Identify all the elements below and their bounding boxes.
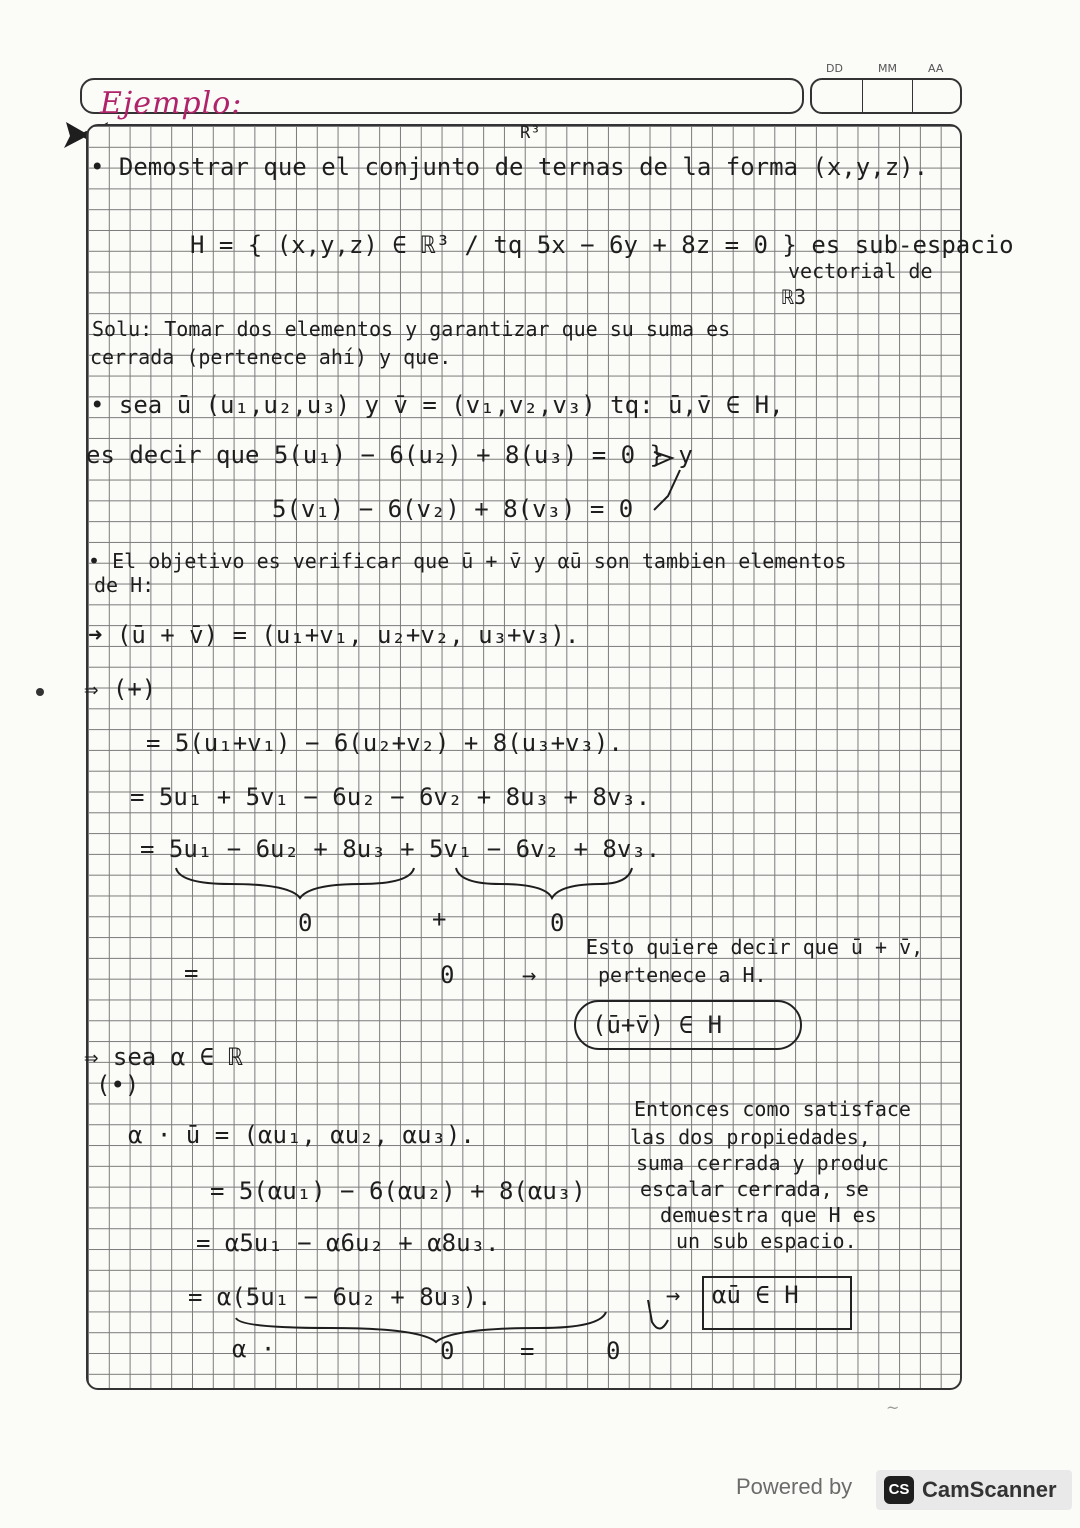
note-line: H = { (x,y,z) ∈ ℝ³ / tq 5x − 6y + 8z = 0 } es sub-espacio <box>190 231 1014 259</box>
note-line: Esto quiere decir que ū + v̄, <box>586 935 924 959</box>
note-line: Solu: Tomar dos elementos y garantizar que su suma es <box>92 317 731 341</box>
note-line: = α5u₁ − α6u₂ + α8u₃. <box>196 1229 500 1257</box>
note-line: Entonces como satisface <box>634 1097 911 1121</box>
signature: ~ <box>886 1398 900 1417</box>
note-line: ⇒ sea α ∈ ℝ <box>84 1043 243 1071</box>
camscanner-brand: CamScanner <box>922 1477 1057 1502</box>
note-line: • Demostrar que el conjunto de ternas de la forma (x,y,z). <box>90 153 929 181</box>
note-line: = 5u₁ − 6u₂ + 8u₃ + 5v₁ − 6v₂ + 8v₃. <box>140 835 661 863</box>
note-line: 0 <box>298 909 313 937</box>
note-line: ➜ (ū + v̄) = (u₁+v₁, u₂+v₂, u₃+v₃). <box>88 621 580 649</box>
note-line: (•) <box>96 1071 140 1099</box>
answer-box <box>702 1276 852 1330</box>
note-line: demuestra que H es <box>660 1203 877 1227</box>
date-divider <box>912 80 913 112</box>
note-line: = 5u₁ + 5v₁ − 6u₂ − 6v₂ + 8u₃ + 8v₃. <box>130 783 651 811</box>
note-line: 0 <box>550 909 565 937</box>
date-label-mm: MM <box>878 62 897 75</box>
cloud-highlight <box>574 1000 802 1050</box>
note-line: → <box>666 1281 681 1309</box>
note-line: cerrada (pertenece ahí) y que. <box>90 345 452 369</box>
note-line: pertenece a H. <box>598 963 767 987</box>
note-line: de H: <box>94 573 155 597</box>
page-title: Ejemplo: <box>100 86 243 121</box>
note-line: • El objetivo es verificar que ū + v̄ y αū son tambien elementos <box>88 549 847 573</box>
note-line: 5(v₁) − 6(v₂) + 8(v₃) = 0 <box>272 495 634 523</box>
note-line: α · <box>232 1335 276 1363</box>
date-label-aa: AA <box>928 62 944 75</box>
note-line: = 5(αu₁) − 6(αu₂) + 8(αu₃) <box>210 1177 586 1205</box>
note-line: es decir que 5(u₁) − 6(u₂) + 8(u₃) = 0 } y <box>86 441 693 469</box>
note-line: escalar cerrada, se <box>640 1177 869 1201</box>
note-line: + <box>432 905 447 933</box>
date-labels <box>820 62 970 78</box>
note-line: un sub espacio. <box>676 1229 857 1253</box>
camscanner-logo-icon: CS <box>884 1476 914 1504</box>
note-line: αū ∈ H <box>712 1281 799 1309</box>
note-line: = α(5u₁ − 6u₂ + 8u₃). <box>188 1283 492 1311</box>
date-label-dd: DD <box>826 62 843 75</box>
note-line: • sea ū (u₁,u₂,u₃) y v̄ = (v₁,v₂,v₃) tq: ū,v̄ ∈ H, <box>90 391 784 419</box>
note-line: α · ū = (αu₁, αu₂, αu₃). <box>128 1121 475 1149</box>
note-line: = <box>520 1337 535 1365</box>
note-line: las dos propiedades, <box>630 1125 871 1149</box>
note-line: = 5(u₁+v₁) − 6(u₂+v₂) + 8(u₃+v₃). <box>146 729 623 757</box>
date-box <box>810 78 962 114</box>
margin-dot <box>36 688 44 696</box>
powered-by-text: Powered by <box>736 1474 853 1499</box>
note-line: vectorial de <box>788 259 933 283</box>
camscanner-watermark <box>736 1466 1066 1510</box>
camscanner-badge <box>876 1470 1072 1510</box>
note-line: (ū+v̄) ∈ H <box>592 1011 723 1039</box>
date-divider <box>862 80 863 112</box>
note-line: suma cerrada y produc <box>636 1151 889 1175</box>
note-line: 0 <box>606 1337 621 1365</box>
note-line: → <box>522 961 537 989</box>
note-line: R³ <box>520 123 541 143</box>
note-line: = <box>184 959 199 987</box>
note-line: ⇒ (+) <box>84 675 157 703</box>
note-line: 0 <box>440 1337 455 1365</box>
note-line: ℝ3 <box>782 285 807 309</box>
note-line: 0 <box>440 961 455 989</box>
